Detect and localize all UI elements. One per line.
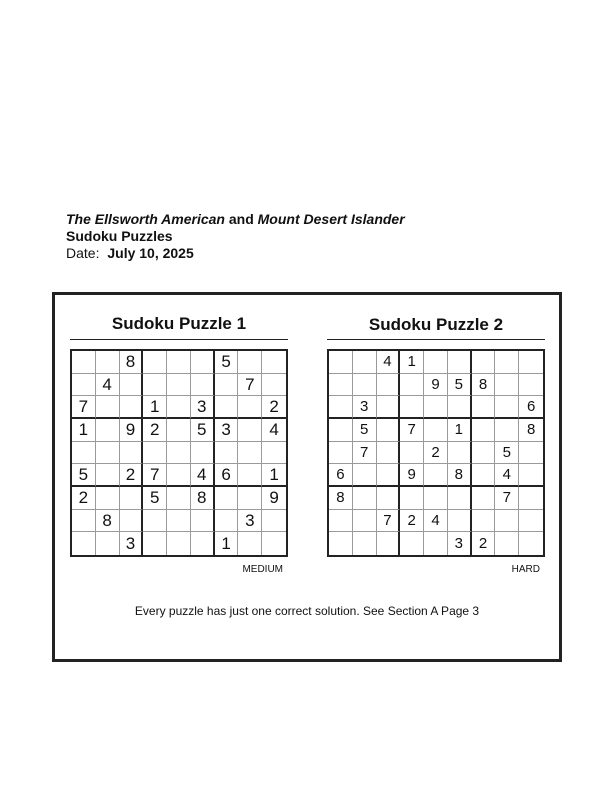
sudoku-cell: 6 bbox=[329, 464, 353, 487]
sudoku-cell bbox=[191, 510, 215, 533]
sudoku-cell: 3 bbox=[238, 510, 262, 533]
sudoku-cell bbox=[400, 396, 424, 419]
sudoku-cell bbox=[167, 396, 191, 419]
sudoku-cell bbox=[472, 487, 496, 510]
puzzle-2-title-rule bbox=[327, 339, 545, 340]
sudoku-cell bbox=[72, 510, 96, 533]
sudoku-cell: 2 bbox=[72, 487, 96, 510]
sudoku-cell bbox=[377, 396, 401, 419]
sudoku-cell bbox=[329, 442, 353, 465]
sudoku-cell: 2 bbox=[400, 510, 424, 533]
sudoku-cell: 3 bbox=[353, 396, 377, 419]
sudoku-cell: 5 bbox=[191, 419, 215, 442]
sudoku-cell bbox=[377, 374, 401, 397]
sudoku-cell bbox=[377, 487, 401, 510]
sudoku-cell bbox=[238, 532, 262, 555]
sudoku-cell: 1 bbox=[448, 419, 472, 442]
sudoku-cell bbox=[72, 351, 96, 374]
puzzle-1-title-rule bbox=[70, 339, 288, 340]
sudoku-cell bbox=[238, 442, 262, 465]
sudoku-cell bbox=[262, 532, 286, 555]
sudoku-cell bbox=[238, 464, 262, 487]
sudoku-cell bbox=[519, 464, 543, 487]
puzzle-1-grid bbox=[70, 349, 288, 557]
sudoku-cell bbox=[238, 487, 262, 510]
sudoku-cell: 1 bbox=[72, 419, 96, 442]
sudoku-cell bbox=[424, 487, 448, 510]
sudoku-cell bbox=[120, 396, 144, 419]
sudoku-cell: 8 bbox=[448, 464, 472, 487]
sudoku-cell: 3 bbox=[448, 532, 472, 555]
sudoku-cell bbox=[238, 396, 262, 419]
puzzle-2-difficulty: HARD bbox=[511, 564, 540, 575]
sudoku-cell bbox=[495, 510, 519, 533]
sudoku-cell bbox=[377, 419, 401, 442]
sudoku-cell: 4 bbox=[495, 464, 519, 487]
sudoku-cell bbox=[96, 487, 120, 510]
sudoku-cell bbox=[238, 351, 262, 374]
sudoku-cell bbox=[472, 510, 496, 533]
sudoku-cell bbox=[262, 442, 286, 465]
sudoku-cell bbox=[495, 351, 519, 374]
sudoku-cell: 9 bbox=[120, 419, 144, 442]
publication-line bbox=[66, 211, 405, 228]
sudoku-cell bbox=[215, 374, 239, 397]
sudoku-cell bbox=[215, 510, 239, 533]
sudoku-cell bbox=[238, 419, 262, 442]
sudoku-cell bbox=[120, 442, 144, 465]
sudoku-cell: 4 bbox=[262, 419, 286, 442]
sudoku-cell bbox=[353, 510, 377, 533]
puzzle-1-difficulty: MEDIUM bbox=[242, 564, 283, 575]
sudoku-cell bbox=[519, 351, 543, 374]
sudoku-cell: 1 bbox=[143, 396, 167, 419]
sudoku-cell: 2 bbox=[120, 464, 144, 487]
solution-footnote: Every puzzle has just one correct solution. See Section A Page 3 bbox=[134, 604, 480, 618]
sudoku-cell bbox=[353, 487, 377, 510]
sudoku-cell bbox=[377, 532, 401, 555]
publication-1: The Ellsworth American bbox=[66, 211, 225, 227]
sudoku-cell bbox=[96, 396, 120, 419]
sudoku-cell bbox=[167, 374, 191, 397]
sudoku-cell bbox=[519, 442, 543, 465]
sudoku-cell: 8 bbox=[519, 419, 543, 442]
sudoku-cell: 7 bbox=[495, 487, 519, 510]
sudoku-cell bbox=[72, 442, 96, 465]
sudoku-cell bbox=[167, 351, 191, 374]
sudoku-cell bbox=[400, 487, 424, 510]
sudoku-cell: 5 bbox=[72, 464, 96, 487]
sudoku-cell: 3 bbox=[191, 396, 215, 419]
sudoku-cell: 8 bbox=[191, 487, 215, 510]
sudoku-cell bbox=[495, 419, 519, 442]
sudoku-cell: 2 bbox=[262, 396, 286, 419]
sudoku-cell bbox=[120, 510, 144, 533]
sudoku-cell bbox=[448, 351, 472, 374]
sudoku-cell: 7 bbox=[377, 510, 401, 533]
puzzle-2-title: Sudoku Puzzle 2 bbox=[368, 315, 504, 334]
sudoku-cell bbox=[215, 487, 239, 510]
sudoku-cell bbox=[167, 419, 191, 442]
sudoku-cell bbox=[448, 487, 472, 510]
sudoku-cell bbox=[167, 532, 191, 555]
sudoku-cell bbox=[96, 532, 120, 555]
sudoku-cell: 5 bbox=[353, 419, 377, 442]
sudoku-cell bbox=[472, 464, 496, 487]
sudoku-cell: 8 bbox=[329, 487, 353, 510]
sudoku-cell: 8 bbox=[120, 351, 144, 374]
sudoku-cell bbox=[495, 396, 519, 419]
sudoku-cell bbox=[377, 442, 401, 465]
sudoku-cell bbox=[495, 532, 519, 555]
sudoku-cell: 4 bbox=[191, 464, 215, 487]
sudoku-cell bbox=[377, 464, 401, 487]
sudoku-cell bbox=[448, 510, 472, 533]
sudoku-cell bbox=[215, 442, 239, 465]
sudoku-cell bbox=[120, 487, 144, 510]
sudoku-cell bbox=[329, 351, 353, 374]
sudoku-cell bbox=[400, 442, 424, 465]
sudoku-cell bbox=[472, 351, 496, 374]
sudoku-cell bbox=[167, 487, 191, 510]
sudoku-cell: 8 bbox=[96, 510, 120, 533]
sudoku-cell: 2 bbox=[143, 419, 167, 442]
sudoku-cell: 5 bbox=[495, 442, 519, 465]
sudoku-cell bbox=[353, 351, 377, 374]
sudoku-cell: 9 bbox=[262, 487, 286, 510]
sudoku-cell: 7 bbox=[143, 464, 167, 487]
sudoku-cell: 3 bbox=[215, 419, 239, 442]
sudoku-cell bbox=[424, 351, 448, 374]
sudoku-cell bbox=[519, 487, 543, 510]
sudoku-cell bbox=[519, 374, 543, 397]
sudoku-cell: 4 bbox=[377, 351, 401, 374]
sudoku-cell: 1 bbox=[215, 532, 239, 555]
publication-2: Mount Desert Islander bbox=[257, 211, 405, 227]
sudoku-cell: 1 bbox=[262, 464, 286, 487]
sudoku-cell bbox=[96, 464, 120, 487]
sudoku-cell bbox=[167, 510, 191, 533]
sudoku-cell: 7 bbox=[400, 419, 424, 442]
sudoku-cell bbox=[167, 442, 191, 465]
sudoku-cell bbox=[143, 532, 167, 555]
sudoku-cell bbox=[400, 532, 424, 555]
sudoku-cell bbox=[191, 374, 215, 397]
sudoku-cell: 9 bbox=[400, 464, 424, 487]
sudoku-cell bbox=[353, 532, 377, 555]
sudoku-cell bbox=[424, 464, 448, 487]
sudoku-cell bbox=[472, 419, 496, 442]
sudoku-cell: 6 bbox=[519, 396, 543, 419]
sudoku-cell: 5 bbox=[215, 351, 239, 374]
sudoku-cell bbox=[262, 351, 286, 374]
sudoku-cell bbox=[519, 510, 543, 533]
sudoku-cell: 6 bbox=[215, 464, 239, 487]
sudoku-cell bbox=[353, 374, 377, 397]
sudoku-cell: 2 bbox=[424, 442, 448, 465]
sudoku-cell: 4 bbox=[96, 374, 120, 397]
sudoku-cell: 5 bbox=[143, 487, 167, 510]
sudoku-cell bbox=[191, 442, 215, 465]
date-line bbox=[66, 245, 405, 262]
page-header bbox=[66, 211, 405, 262]
sudoku-cell bbox=[329, 532, 353, 555]
date-label: Date: bbox=[66, 245, 100, 261]
sudoku-cell bbox=[448, 442, 472, 465]
sudoku-cell bbox=[96, 419, 120, 442]
puzzle-2-grid bbox=[327, 349, 545, 557]
sudoku-cell: 9 bbox=[424, 374, 448, 397]
sudoku-cell bbox=[191, 351, 215, 374]
sudoku-cell bbox=[519, 532, 543, 555]
sudoku-cell bbox=[472, 442, 496, 465]
sudoku-cell bbox=[262, 510, 286, 533]
sudoku-cell bbox=[495, 374, 519, 397]
sudoku-cell bbox=[448, 396, 472, 419]
sudoku-cell bbox=[143, 442, 167, 465]
sudoku-cell bbox=[96, 442, 120, 465]
sudoku-cell bbox=[96, 351, 120, 374]
sudoku-cell bbox=[143, 351, 167, 374]
sudoku-cell: 7 bbox=[353, 442, 377, 465]
sudoku-cell bbox=[329, 510, 353, 533]
sudoku-cell bbox=[329, 374, 353, 397]
sudoku-cell: 5 bbox=[448, 374, 472, 397]
sudoku-cell bbox=[329, 419, 353, 442]
puzzle-1-title: Sudoku Puzzle 1 bbox=[111, 314, 247, 333]
sudoku-cell: 3 bbox=[120, 532, 144, 555]
sudoku-cell bbox=[143, 374, 167, 397]
sudoku-cell bbox=[329, 396, 353, 419]
sudoku-cell bbox=[167, 464, 191, 487]
sudoku-cell bbox=[120, 374, 144, 397]
sudoku-cell bbox=[215, 396, 239, 419]
sudoku-cell bbox=[353, 464, 377, 487]
page-subtitle: Sudoku Puzzles bbox=[66, 228, 173, 244]
sudoku-cell: 1 bbox=[400, 351, 424, 374]
sudoku-cell bbox=[72, 532, 96, 555]
sudoku-cell bbox=[424, 419, 448, 442]
sudoku-cell bbox=[143, 510, 167, 533]
sudoku-cell bbox=[424, 532, 448, 555]
sudoku-cell bbox=[472, 396, 496, 419]
sudoku-cell bbox=[191, 532, 215, 555]
publication-conjunction: and bbox=[228, 211, 254, 227]
sudoku-cell bbox=[72, 374, 96, 397]
sudoku-cell: 7 bbox=[238, 374, 262, 397]
date-value: July 10, 2025 bbox=[107, 245, 194, 261]
sudoku-cell: 7 bbox=[72, 396, 96, 419]
sudoku-cell: 4 bbox=[424, 510, 448, 533]
sudoku-cell: 8 bbox=[472, 374, 496, 397]
sudoku-cell bbox=[424, 396, 448, 419]
sudoku-cell bbox=[262, 374, 286, 397]
sudoku-cell: 2 bbox=[472, 532, 496, 555]
sudoku-cell bbox=[400, 374, 424, 397]
